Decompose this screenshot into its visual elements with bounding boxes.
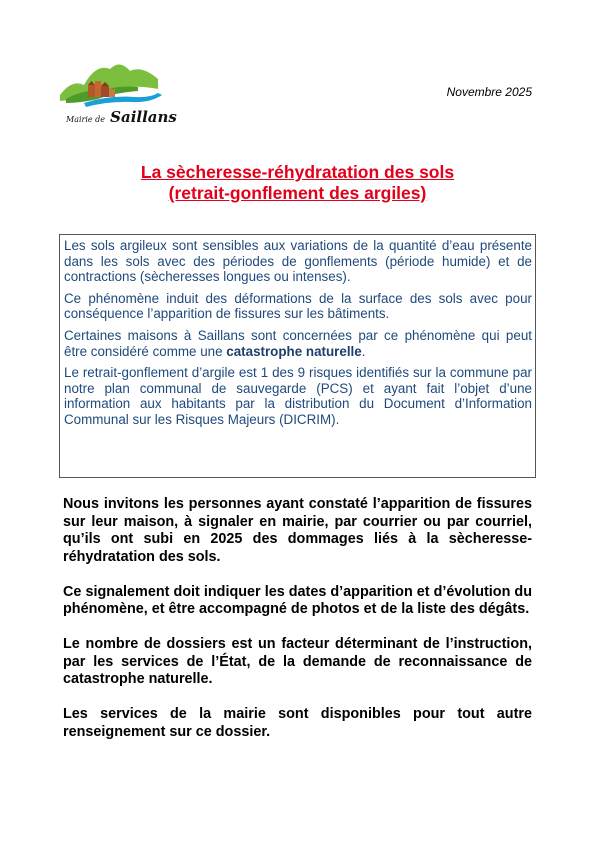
document-date: Novembre 2025 [446,85,532,99]
logo-text-big: Saillans [110,108,177,126]
info-paragraph-3-end: . [361,343,366,359]
body-paragraph-1: Nous invitons les personnes ayant constaté l’apparition de fissures sur leur maison, à signaler en mairie, par courrier ou par courriel, qu’ils ont subi en 2025 des dommages liés à la sècheresse-réhydratation des sols. [63,496,532,565]
main-text [63,496,532,759]
title-line-1: La sècheresse-réhydratation des sols [140,162,455,182]
logo-wordmark [66,107,177,126]
mairie-logo [58,55,177,133]
info-paragraph-3-emphasis: catastrophe naturelle [226,343,362,359]
logo-text-small: Mairie de [66,115,106,124]
body-paragraph-4: Les services de la mairie sont disponibles pour tout autre renseignement sur ce dossier. [63,706,532,740]
info-paragraph-2: Ce phénomène induit des déformations de la surface des sols avec pour conséquence l’apparition de fissures sur les bâtiments. [64,290,532,322]
title-line-2: (retrait-gonflement des argiles) [168,183,427,203]
logo-illustration [58,55,170,111]
body-paragraph-2: Ce signalement doit indiquer les dates d’apparition et d’évolution du phénomène, et être accompagné de photos et de la liste des dégâts. [63,583,532,617]
info-paragraph-4: Le retrait-gonflement d’argile est 1 des 9 risques identifiés sur la commune par notre plan communal de sauvegarde (PCS) et ayant fait l’objet d’une information aux habitants par la distribution du Document d’Information Communal sur les Risques Majeurs (DICRIM). [64,365,532,427]
info-paragraph-3-text: Certaines maisons à Saillans sont concernées par ce phénomène qui peut être considéré comme une [64,327,532,359]
info-box [59,234,536,478]
body-paragraph-3: Le nombre de dossiers est un facteur déterminant de l’instruction, par les services de l’État, de la demande de reconnaissance de catastrophe naturelle. [63,636,532,687]
info-paragraph-1: Les sols argileux sont sensibles aux variations de la quantité d’eau présente dans les sols avec des périodes de gonflements (période humide) et de contractions (sècheresses longues ou intenses). [64,238,532,285]
page-title [0,162,595,204]
info-paragraph-3 [64,328,532,359]
